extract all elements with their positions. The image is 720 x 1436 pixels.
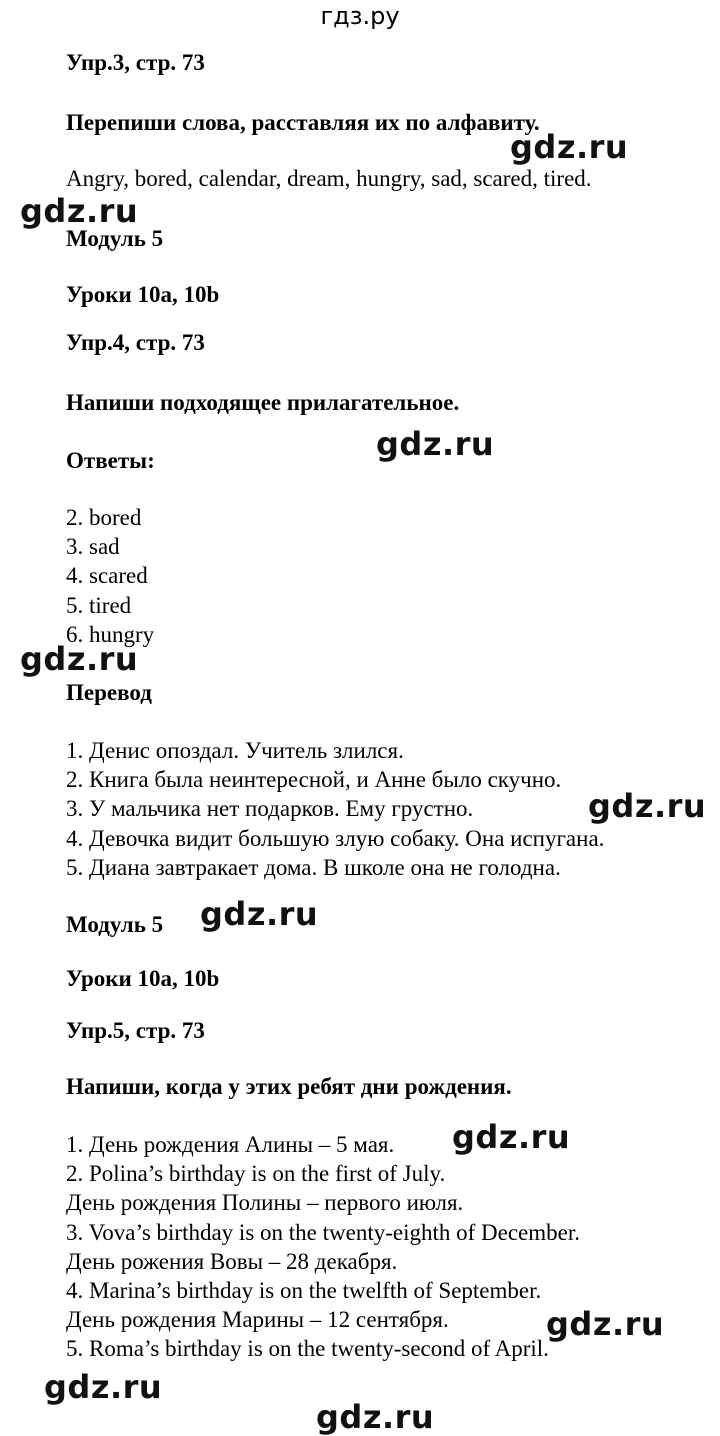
answers-list (66, 503, 154, 649)
translation-list (66, 736, 604, 882)
list-item: 5. Диана завтракает дома. В школе она не голодна. (66, 854, 561, 880)
list-item: 6. hungry (66, 621, 155, 647)
watermark: gdz.ru (200, 895, 319, 933)
exercise-heading: Упр.3, стр. 73 (66, 50, 205, 75)
list-item: 4. scared (66, 563, 148, 589)
list-item: 4. Девочка видит большую злую собаку. Она испугана. (66, 825, 605, 851)
answers-label: Ответы: (66, 448, 155, 473)
exercise-heading: Упр.5, стр. 73 (66, 1018, 205, 1043)
watermark: gdz.ru (546, 1305, 665, 1343)
watermark: gdz.ru (20, 192, 139, 230)
list-item: 2. bored (66, 505, 142, 530)
task-heading: Перепиши слова, расставляя их по алфавиту. (66, 110, 540, 135)
task-heading: Напиши подходящее прилагательное. (66, 390, 460, 415)
list-item: 3. У мальчика нет подарков. Ему грустно. (66, 796, 474, 822)
list-item: 2. Polina’s birthday is on the first of July. (66, 1161, 446, 1187)
translation-label: Перевод (66, 680, 152, 705)
list-item: День рождения Полины – первого июля. (66, 1190, 464, 1216)
list-item: 5. Roma’s birthday is on the twenty-second of April. (66, 1336, 549, 1362)
watermark: gdz.ru (316, 1398, 435, 1436)
list-item: 5. tired (66, 592, 132, 618)
exercise-heading: Упр.4, стр. 73 (66, 330, 205, 355)
list-item: 2. Книга была неинтересной, и Анне было скучно. (66, 767, 562, 793)
site-title: гдз.ру (320, 2, 400, 30)
list-item: День рождения Марины – 12 сентября. (66, 1307, 449, 1333)
list-item: 3. sad (66, 534, 120, 560)
birthday-list (66, 1130, 580, 1364)
watermark: gdz.ru (588, 787, 707, 825)
list-item: 4. Marina’s birthday is on the twelfth of September. (66, 1278, 542, 1304)
task-heading: Напиши, когда у этих ребят дни рождения. (66, 1074, 512, 1099)
list-item: День рожения Вовы – 28 декабря. (66, 1248, 398, 1274)
list-item: 3. Vova’s birthday is on the twenty-eighth of December. (66, 1219, 580, 1245)
watermark: gdz.ru (376, 425, 495, 463)
list-item: 1. Денис опоздал. Учитель злился. (66, 738, 404, 763)
watermark: gdz.ru (20, 640, 139, 678)
watermark: gdz.ru (510, 128, 629, 166)
answer-text: Angry, bored, calendar, dream, hungry, sad, scared, tired. (66, 166, 592, 191)
module-heading: Модуль 5 (66, 226, 164, 251)
watermark: gdz.ru (452, 1118, 571, 1156)
module-heading: Модуль 5 (66, 912, 164, 937)
watermark: gdz.ru (44, 1368, 163, 1406)
lessons-heading: Уроки 10a, 10b (66, 966, 220, 991)
list-item: 1. День рождения Алины – 5 мая. (66, 1132, 395, 1157)
lessons-heading: Уроки 10a, 10b (66, 282, 220, 307)
